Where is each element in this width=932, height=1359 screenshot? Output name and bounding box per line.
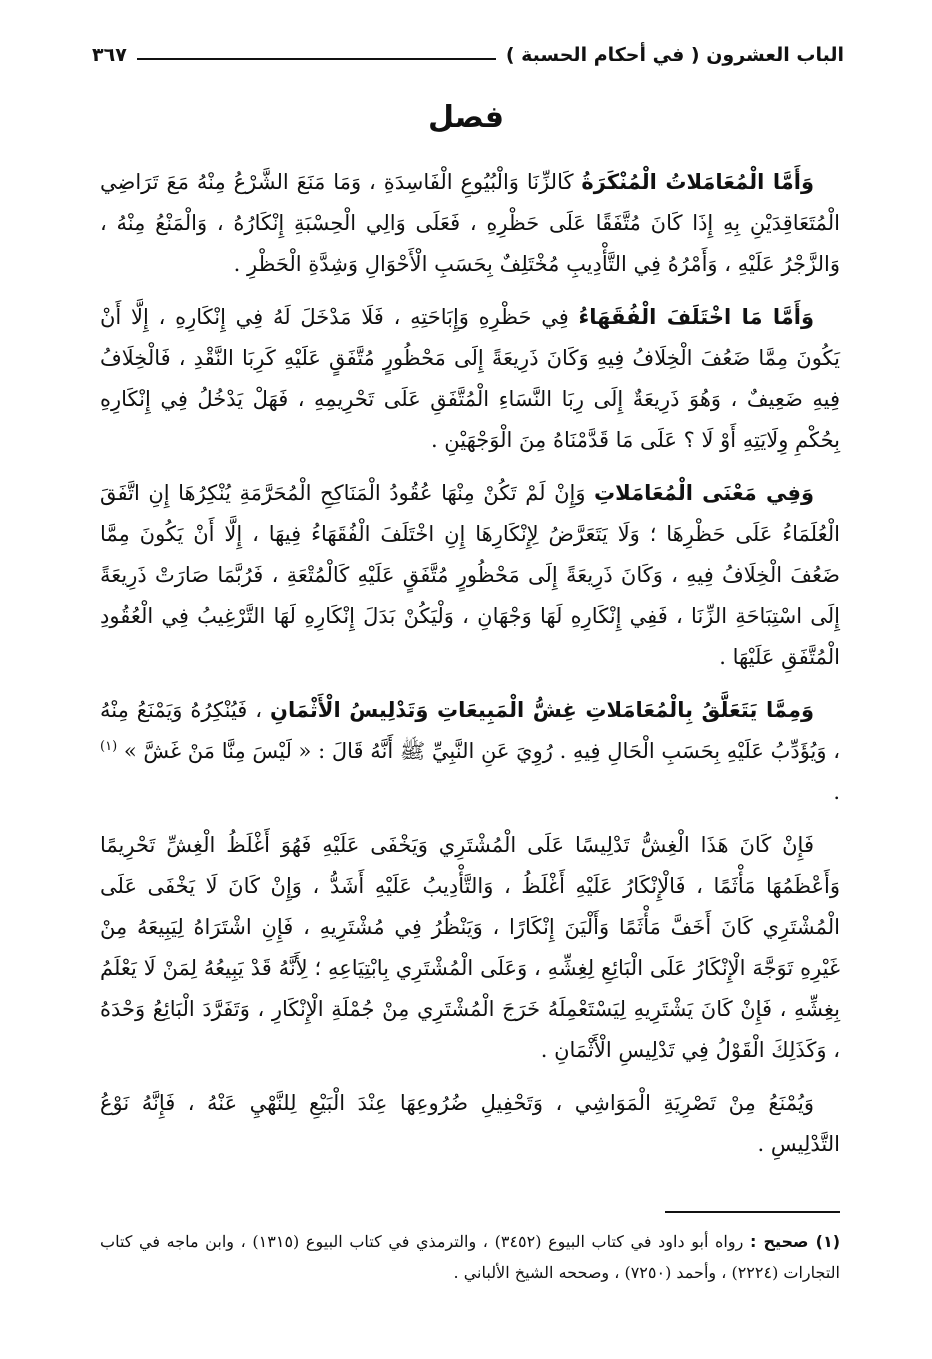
paragraph-text: وَيُمْنَعُ مِنْ تَصْرِيَةِ الْمَوَاشِي ، وَتَحْفِيلِ ضُرُوعِهَا عِنْدَ الْبَيْعِ لِلنَّهْيِ عَنْهُ ، فَإِنَّهُ نَوْعُ التَّدْلِيسِ . [100, 1091, 840, 1156]
paragraph [100, 473, 840, 678]
footnote-label: (١) صحيح : [749, 1232, 841, 1251]
footnote-text: رواه أبو داود في كتاب البيوع (٣٤٥٢) ، والترمذي في كتاب البيوع (١٣١٥) ، وابن ماجه في كتاب التجارات (٢٢٢٤) ، وأحمد (٧٢٥٠) ، وصححه الشيخ الألباني . [100, 1232, 840, 1282]
paragraph-text: فِي حَظْرِهِ وَإِبَاحَتِهِ ، فَلَا مَدْخَلَ لَهُ فِي إِنْكَارِهِ ، إِلَّا أَنْ يَكُونَ مِمَّا ضَعُفَ الْخِلَافُ فِيهِ وَكَانَ ذَرِيعَةً إِلَى مَحْظُورٍ مُتَّفَقٍ عَلَيْهِ كَرِبَا النَّقْدِ ، فَالْخِلَافُ فِيهِ ضَعِيفٌ ، وَهُوَ ذَرِيعَةٌ إِلَى رِبَا النَّسَاءِ الْمُتَّفَقِ عَلَى تَحْرِيمِهِ ، فَهَلْ يَدْخُلُ فِي إِنْكَارِهِ بِحُكْمِ وِلَايَتِهِ أَوْ لَا ؟ عَلَى مَا قَدَّمْنَاهُ مِنَ الْوَجْهَيْنِ . [100, 305, 840, 452]
running-header [92, 30, 844, 70]
body-text [100, 162, 840, 1177]
paragraph [100, 825, 840, 1071]
paragraph-lead: وَأَمَّا مَا اخْتَلَفَ الْفُقَهَاءُ [578, 305, 815, 329]
running-title: الباب العشرون ( في أحكام الحسبة ) [505, 44, 844, 66]
footnotes [100, 1226, 840, 1288]
paragraph-text: فَإِنْ كَانَ هَذَا الْغِشُّ تَدْلِيسًا عَلَى الْمُشْتَرِي وَيَخْفَى عَلَيْهِ فَهُوَ أَغْلَظُ الْغِشِّ تَحْرِيمًا وَأَعْظَمُهَا مَأْثَمًا ، فَالْإِنْكَارُ عَلَيْهِ أَغْلَظُ ، وَالتَّأْدِيبُ عَلَيْهِ أَشَدُّ ، وَإِنْ كَانَ لَا يَخْفَى عَلَى الْمُشْتَرِي كَانَ أَخَفَّ مَأْثَمًا وَأَلْيَنَ إِنْكَارًا ، وَيَنْظُرُ فِي مُشْتَرِيهِ ، فَإِنِ اشْتَرَاهُ لِيَبِيعَهُ مِنْ غَيْرِهِ تَوَجَّهَ الْإِنْكَارُ عَلَى الْبَائِعِ لِغِشِّهِ ، وَعَلَى الْمُشْتَرِي بِابْتِيَاعِهِ ؛ لِأَنَّهُ قَدْ يَبِيعُهُ لِمَنْ لَا يَعْلَمُ بِغِشِّهِ ، فَإِنْ كَانَ يَشْتَرِيهِ لِيَسْتَعْمِلَهُ خَرَجَ الْمُشْتَرِي مِنْ جُمْلَةِ الْإِنْكَارِ ، وَتَفَرَّدَ الْبَائِعُ وَحْدَهُ ، وَكَذَلِكَ الْقَوْلُ فِي تَدْلِيسِ الْأَثْمَانِ . [100, 833, 840, 1062]
paragraph-lead: وَفِي مَعْنَى الْمُعَامَلاتِ [594, 481, 814, 505]
page-number: ٣٦٧ [92, 44, 127, 66]
footnote-divider [665, 1211, 840, 1213]
paragraph-text: وَإِنْ لَمْ تَكُنْ مِنْهَا عُقُودُ الْمَنَاكِحِ الْمُحَرَّمَةِ يُنْكِرُهَا إِنِ اتَّفَقَ الْعُلَمَاءُ عَلَى حَظْرِهَا ؛ وَلَا يَتَعَرَّضُ لِإِنْكَارِهَا إِنِ اخْتَلَفَ الْفُقَهَاءُ فِيهَا ، إِلَّا أَنْ يَكُونَ مِمَّا ضَعُفَ الْخِلَافُ فِيهِ ، وَكَانَ ذَرِيعَةً إِلَى مَحْظُورٍ مُتَّفَقٍ عَلَيْهِ كَالْمُتْعَةِ ، فَرُبَّمَا صَارَتْ ذَرِيعَةً إِلَى اسْتِبَاحَةِ الزِّنَا ، فَفِي إِنْكَارِهِ لَهَا وَجْهَانِ ، وَلْيَكُنْ بَدَلَ إِنْكَارِهِ لَهَا التَّرْغِيبُ فِي الْعُقُودِ الْمُتَّفَقِ عَلَيْهَا . [100, 481, 840, 669]
paragraph-lead: وَمِمَّا يَتَعَلَّقُ بِالْمُعَامَلاتِ غِشُّ الْمَبِيعَاتِ وَتَدْلِيسُ الْأَثْمَانِ [270, 698, 814, 722]
paragraph-text: كَالزِّنَا وَالْبُيُوعِ الْفَاسِدَةِ ، وَمَا مَنَعَ الشَّرْعُ مِنْهُ مَعَ تَرَاضِي الْمُتَعَاقِدَيْنِ بِهِ إِذَا كَانَ مُتَّفَقًا عَلَى حَظْرِهِ ، فَعَلَى وَالِي الْحِسْبَةِ إِنْكَارُهُ ، وَالْمَنْعُ مِنْهُ ، وَالزَّجْرُ عَلَيْهِ ، وَأَمْرُهُ فِي التَّأْدِيبِ مُخْتَلِفٌ بِحَسَبِ الْأَحْوَالِ وَشِدَّةِ الْحَظْرِ . [100, 170, 840, 276]
header-rule [137, 58, 496, 60]
paragraph-lead: وَأَمَّا الْمُعَامَلاتُ الْمُنْكَرَةُ [581, 170, 814, 194]
paragraph [100, 297, 840, 461]
section-title: فصل [428, 100, 504, 135]
footnote [100, 1226, 840, 1288]
paragraph-text: ، فَيُنْكِرُهُ وَيَمْنَعُ مِنْهُ ، وَيُؤَدِّبُ عَلَيْهِ بِحَسَبِ الْحَالِ فِيهِ . رُوِيَ عَنِ النَّبِيِّ ﷺ أَنَّهُ قَالَ : « لَيْسَ مِنَّا مَنْ غَشَّ » [100, 698, 840, 763]
paragraph [100, 1083, 840, 1165]
paragraph [100, 162, 840, 285]
footnote-reference[interactable]: (١) [100, 739, 118, 754]
paragraph: وَمِمَّا يَتَعَلَّقُ بِالْمُعَامَلاتِ غِشُّ الْمَبِيعَاتِ وَتَدْلِيسُ الْأَثْمَانِ ، فَيُنْكِرُهُ وَيَمْنَعُ مِنْهُ ، وَيُؤَدِّبُ عَلَيْهِ بِحَسَبِ الْحَالِ فِيهِ . رُوِيَ عَنِ النَّبِيِّ ﷺ أَنَّهُ قَالَ : « لَيْسَ مِنَّا مَنْ غَشَّ » $^{(١)}$ . [100, 698, 840, 804]
